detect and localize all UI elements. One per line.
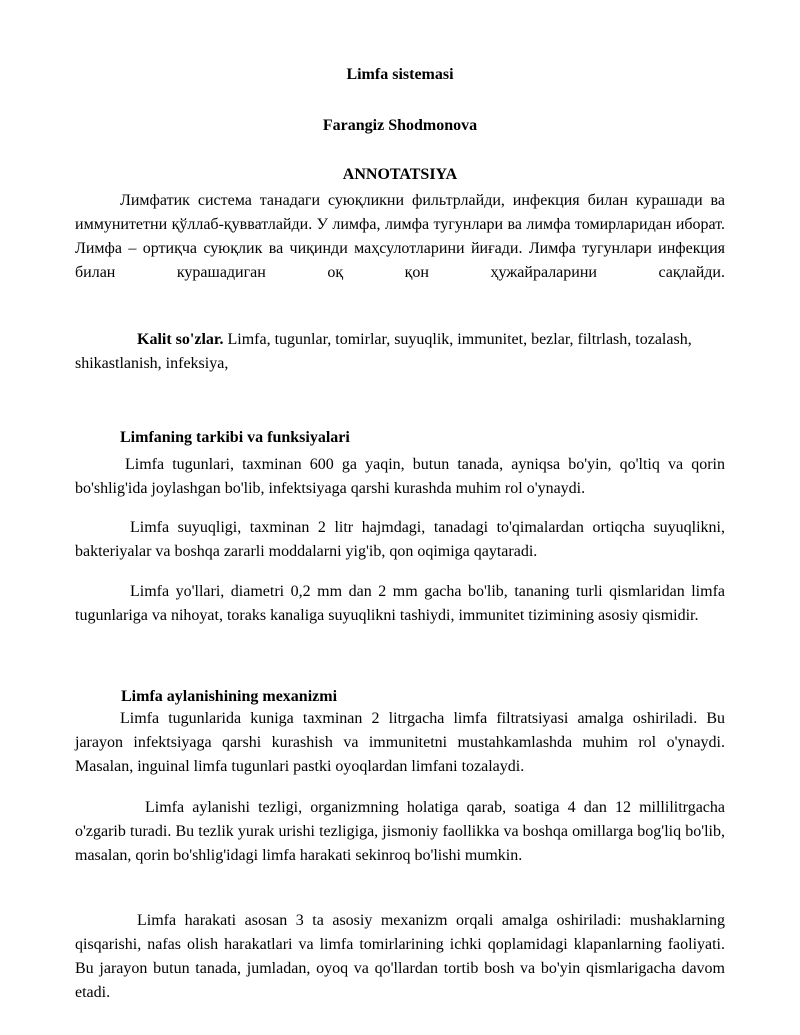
author-name: Farangiz Shodmonova [322,117,478,134]
abstract-paragraph: Лимфатик система танадаги суюқликни фильтрлайди, инфекция билан курашади ва иммунитетни қўллаб-қувватлайди. У лимфа, лимфа тугунлари ва лимфа томирларидан иборат. Лимфа – ортиқча суюқлик ва чиқинди маҳсулотларини йиғади. Лимфа тугунлари инфекция билан курашадиган оқ қон ҳужайраларини сақлайди. [75,192,725,281]
keywords-paragraph [75,328,725,376]
section2-paragraph-2: Limfa aylanishi tezligi, organizmning holatiga qarab, soatiga 4 dan 12 millilitrgacha o'zgarib turadi. Bu tezlik yurak urishi tezligiga, jismoniy faollikka va boshqa omillarga bog'liq bo'lib, masalan, qorin bo'shlig'idagi limfa harakati sekinroq bo'lishi mumkin. [75,799,725,864]
section1-paragraph-1: Limfa tugunlari, taxminan 600 ga yaqin, butun tanada, ayniqsa bo'yin, qo'ltiq va qorin bo'shlig'ida joylashgan bo'lib, infektsiyaga qarshi kurashda muhim rol o'ynaydi. [75,456,725,497]
section-heading-composition: Limfaning tarkibi va funksiyalari [120,429,350,446]
section1-paragraph-3: Limfa yo'llari, diametri 0,2 mm dan 2 mm gacha bo'lib, tananing turli qismlaridan limfa tugunlariga va nihoyat, toraks kanaliga suyuqlikni tashiydi, immunitet tizimining asosiy qismidir. [75,583,725,624]
section1-paragraph-2: Limfa suyuqligi, taxminan 2 litr hajmdagi, tanadagi to'qimalardan ortiqcha suyuqlikni, bakteriyalar va boshqa zararli moddalarni yig'ib, qon oqimiga qaytaradi. [75,519,725,560]
keywords-list: Limfa, tugunlar, tomirlar, suyuqlik, immunitet, bezlar, filtrlash, tozalash, shikastlanish, infeksiya, [75,331,692,372]
section-heading-mechanism: Limfa aylanishining mexanizmi [121,688,338,705]
section2-paragraph-3: Limfa harakati asosan 3 ta asosiy mexanizm orqali amalga oshiriladi: mushaklarning qisqarishi, nafas olish harakatlari va limfa tomirlarining ichki qoplamidagi klapanlarning faoliyati. Bu jarayon butun tanada, jumladan, oyoq va qo'llardan tortib bosh va bo'yin qismlarigacha davom etadi. [75,912,725,1001]
abstract-heading: ANNOTATSIYA [342,166,458,183]
document-title: Limfa sistemasi [346,66,454,83]
keywords-label: Kalit so'zlar. [137,331,224,348]
section2-paragraph-1: Limfa tugunlarida kuniga taxminan 2 litrgacha limfa filtratsiyasi amalga oshiriladi. Bu jarayon infektsiyaga qarshi kurashish va immunitetni mustahkamlashda muhim rol o'ynaydi. Masalan, inguinal limfa tugunlari pastki oyoqlardan limfani tozalaydi. [75,710,725,775]
